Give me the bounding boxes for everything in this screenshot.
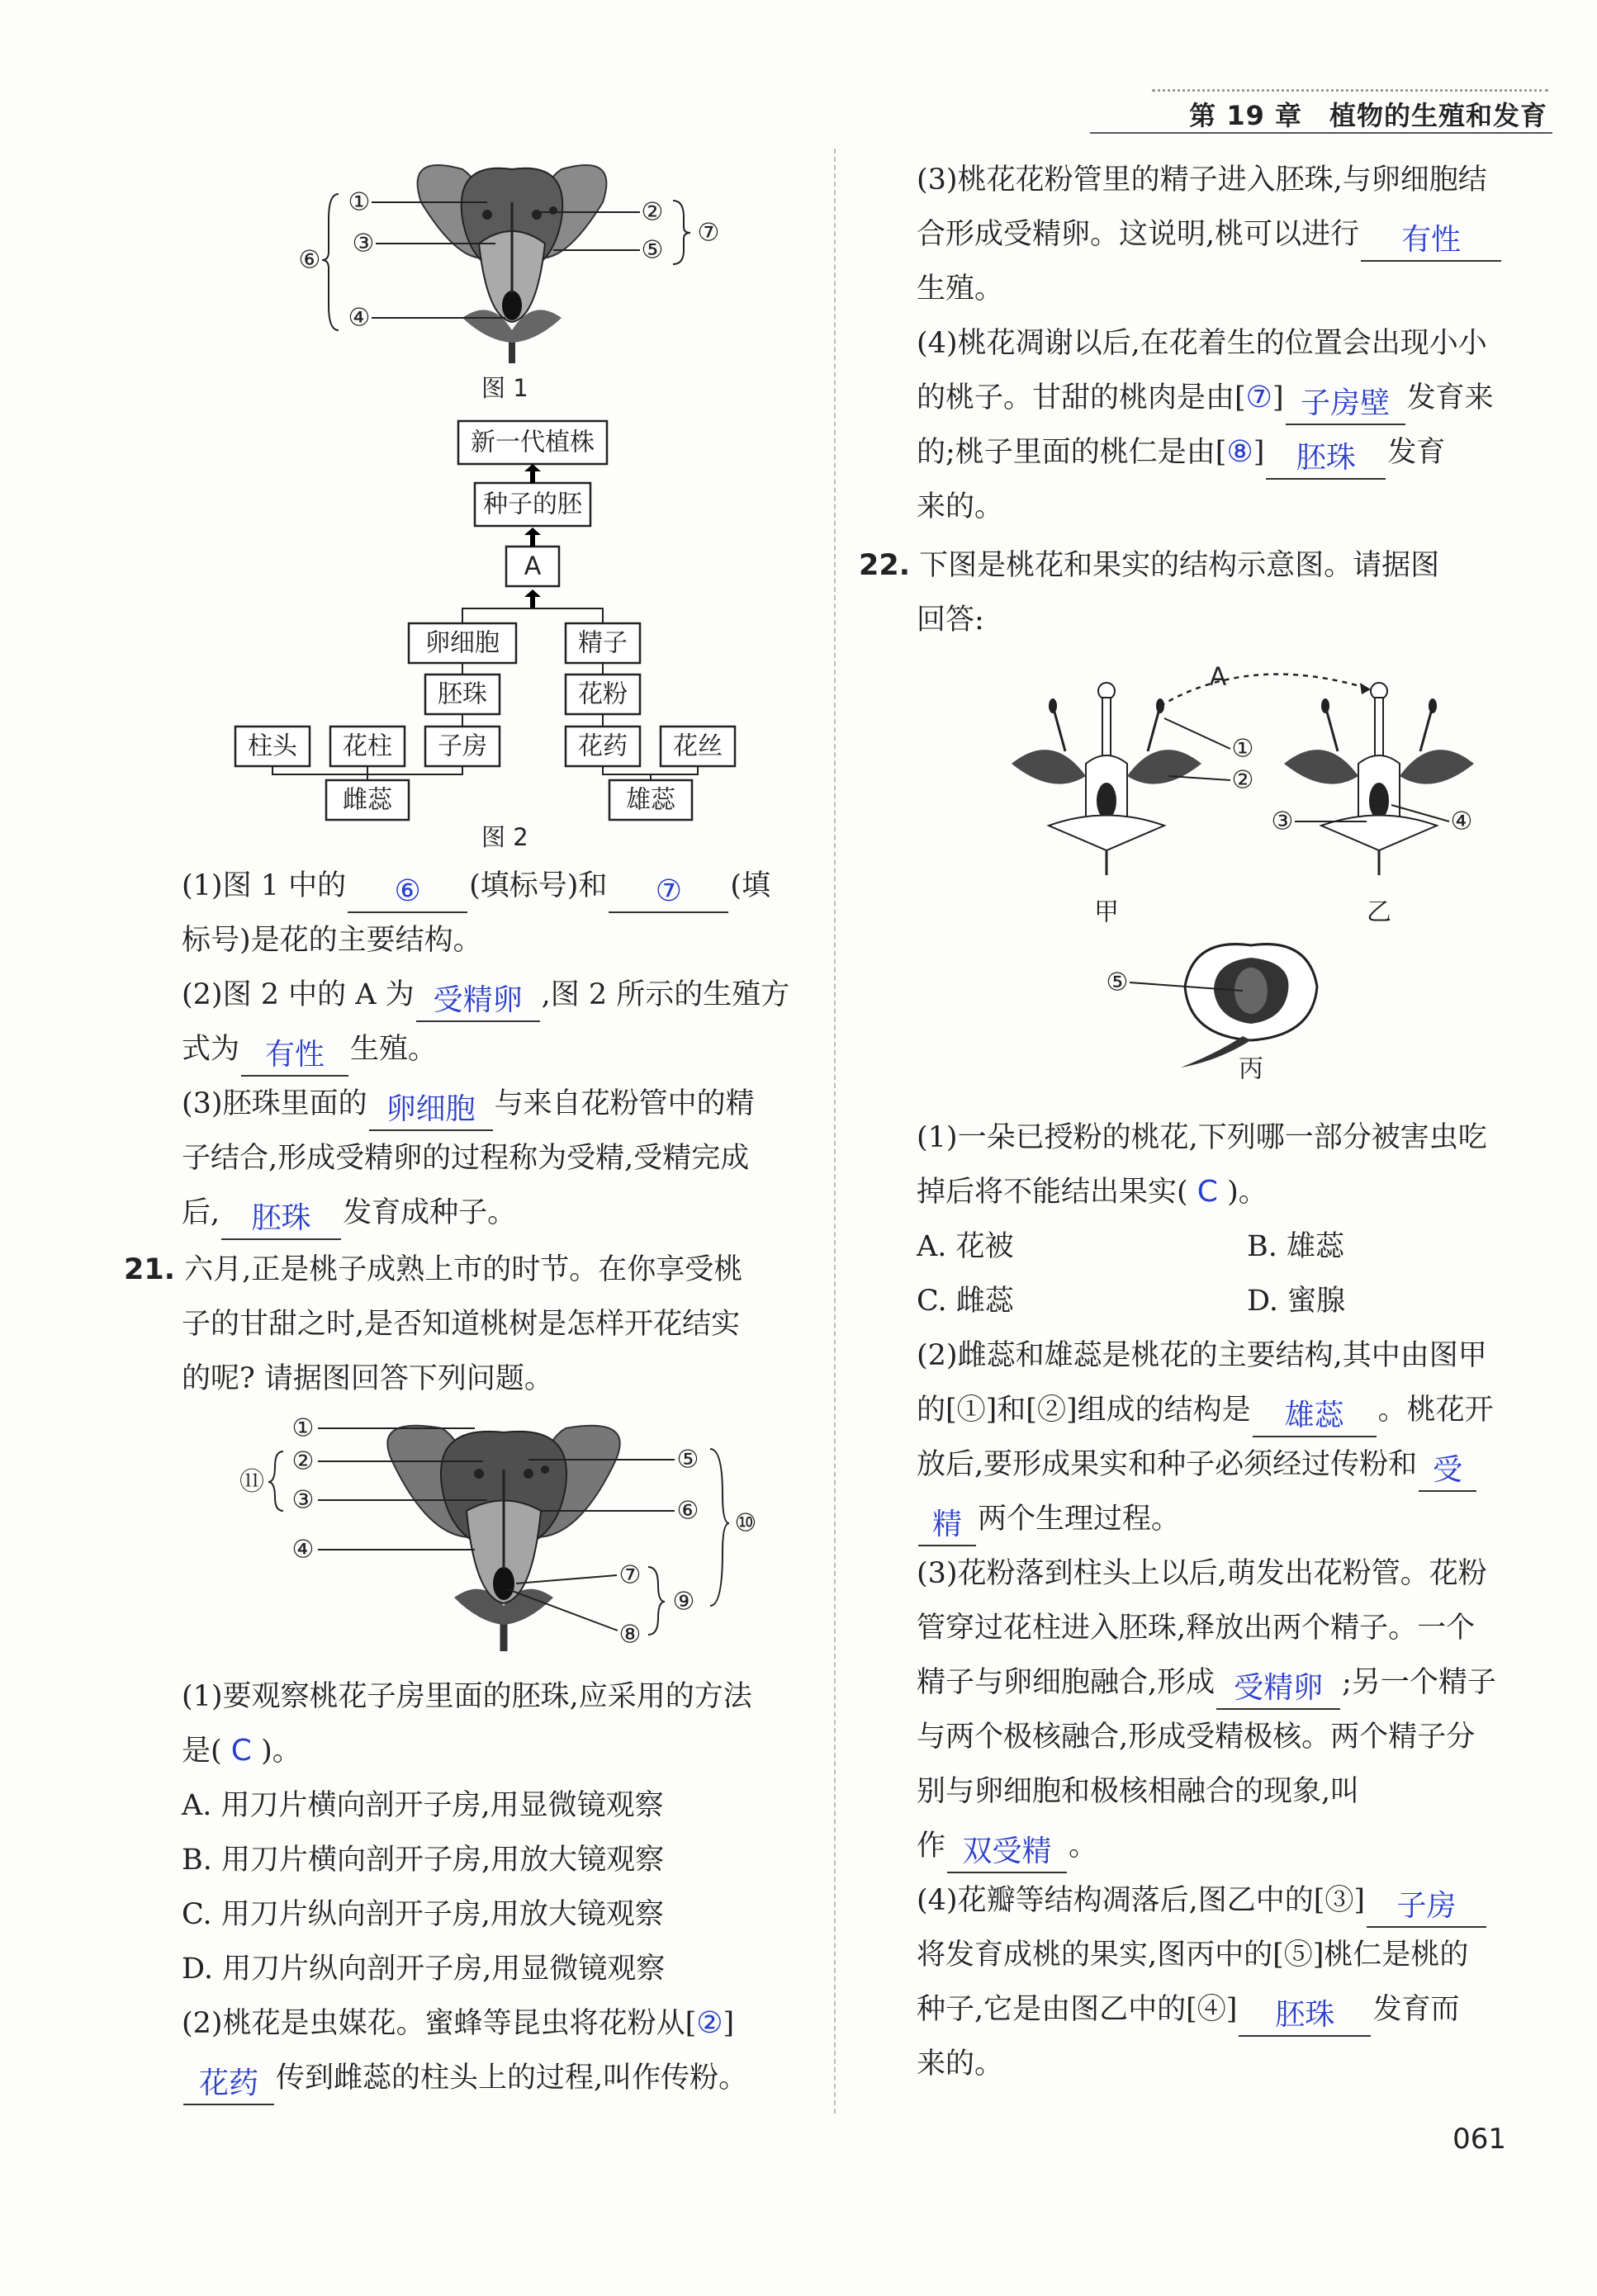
box-style-text: 花柱 xyxy=(343,731,392,761)
q21-stem-2: 子的甘甜之时,是否知道桃树是怎样开花结实 xyxy=(182,1308,741,1341)
answer-q22-2b-part1: 受 xyxy=(1433,1453,1463,1487)
q21-label-5: ⑤ xyxy=(676,1445,699,1475)
answer-q20-2a: 受精卵 xyxy=(433,983,523,1017)
answer-q22-3b: 双受精 xyxy=(962,1834,1052,1868)
figure2-caption: 图 2 xyxy=(481,823,528,851)
q20-part3-end: 后, 胚珠 发育成种子。 xyxy=(182,1186,516,1240)
answer-q20-3a: 卵细胞 xyxy=(386,1092,476,1126)
q22-label-5: ⑤ xyxy=(1106,968,1129,997)
q21-option-c: C. 用刀片纵向剖开子房,用放大镜观察 xyxy=(182,1898,664,1931)
box-pistil-text: 雌蕊 xyxy=(343,785,392,815)
q21-label-2: ② xyxy=(291,1446,315,1476)
q21-part1-cont: 是( C )。 xyxy=(182,1734,301,1768)
q20-part1-cont: 标号)是花的主要结构。 xyxy=(182,924,482,957)
page-number: 061 xyxy=(1452,2123,1506,2156)
q20-part2: (2)图 2 中的 A 为 受精卵 ,图 2 所示的生殖方 xyxy=(182,968,789,1022)
q22-number: 22. xyxy=(859,549,911,582)
q21-part4: (4)桃花凋谢以后,在花着生的位置会出现小小 xyxy=(917,327,1487,360)
header-dotted-rule xyxy=(1152,89,1548,92)
answer-q20-3b: 胚珠 xyxy=(251,1201,311,1235)
answer-q21-4d: 胚珠 xyxy=(1296,441,1356,475)
q22-option-c: C. 雌蕊 xyxy=(917,1285,1014,1318)
answer-q21-2a: ② xyxy=(696,2006,723,2040)
q21-part4-cont: 的桃子。甘甜的桃肉是由[⑦] 子房壁 发育来 xyxy=(917,371,1494,425)
answer-q22-3a: 受精卵 xyxy=(1234,1671,1324,1705)
q21-part4-line3: 的;桃子里面的桃仁是由[⑧] 胚珠 发育 xyxy=(917,425,1445,480)
q22-label-yi: 乙 xyxy=(1367,897,1391,927)
box-pollen-text: 花粉 xyxy=(578,679,628,709)
figure1-flower-diagram xyxy=(289,153,751,376)
box-a-text: A xyxy=(524,552,542,581)
q22-part3-line4: 与两个极核融合,形成受精极核。两个精子分 xyxy=(917,1721,1476,1754)
q21-part3: (3)桃花花粉管里的精子进入胚珠,与卵细胞结 xyxy=(917,163,1487,196)
q20-part3: (3)胚珠里面的 卵细胞 与来自花粉管中的精 xyxy=(182,1077,755,1131)
q21-part2-cont: 花药 传到雌蕊的柱头上的过程,叫作传粉。 xyxy=(182,2051,747,2105)
q21-label-7: ⑦ xyxy=(618,1560,642,1590)
flower-illustration xyxy=(418,165,607,363)
q22-part4: (4)花瓣等结构凋落后,图乙中的[③] 子房 xyxy=(917,1873,1488,1928)
answer-q21-2b: 花药 xyxy=(198,2066,258,2100)
q21-part1: (1)要观察桃花子房里面的胚珠,应采用的方法 xyxy=(182,1680,752,1713)
q22-option-a: A. 花被 xyxy=(917,1230,1014,1263)
q22-part3-line3: 精子与卵细胞融合,形成 受精卵 ;另一个精子 xyxy=(917,1655,1496,1710)
flower-jia xyxy=(1012,683,1201,875)
q22-part3-line2: 管穿过花柱进入胚珠,释放出两个精子。一个 xyxy=(917,1612,1476,1645)
q22-label-2: ② xyxy=(1231,765,1254,795)
q22-option-b: B. 雄蕊 xyxy=(1247,1230,1344,1263)
fig1-label-4: ④ xyxy=(348,303,371,333)
answer-q22-2b-part2: 精 xyxy=(931,1508,962,1541)
q21-label-11: ⑪ xyxy=(239,1467,264,1497)
box-anther-text: 花药 xyxy=(578,731,628,761)
q22-part3-line5: 别与卵细胞和极核相融合的现象,叫 xyxy=(917,1775,1360,1808)
fig1-label-2: ② xyxy=(641,197,664,227)
q22-label-3: ③ xyxy=(1271,807,1294,836)
q21-option-a: A. 用刀片横向剖开子房,用显微镜观察 xyxy=(182,1789,664,1822)
fig1-label-7: ⑦ xyxy=(697,218,720,248)
q20-part2-cont: 式为 有性 生殖。 xyxy=(182,1022,437,1077)
q22-part3-end: 作 双受精 。 xyxy=(917,1819,1097,1873)
answer-q22-4a: 子房 xyxy=(1396,1889,1457,1923)
q22-part4-end: 来的。 xyxy=(917,2047,1004,2081)
q22-part1-cont: 掉后将不能结出果实( C )。 xyxy=(917,1175,1268,1209)
q22-label-jia: 甲 xyxy=(1094,897,1119,927)
q22-part2-cont: 的[①]和[②]组成的结构是 雄蕊 。桃花开 xyxy=(917,1383,1494,1437)
q22-part4-line2: 将发育成桃的果实,图丙中的[⑤]桃仁是桃的 xyxy=(917,1939,1469,1972)
answer-q21-3: 有性 xyxy=(1401,223,1462,257)
q20-part1: (1)图 1 中的 ⑥ (填标号)和 ⑦ (填 xyxy=(182,859,770,913)
q21-label-10: ⑩ xyxy=(734,1508,757,1538)
q22-peach-flower-fruit-diagram xyxy=(1003,662,1499,1086)
fruit-bing xyxy=(1181,944,1317,1068)
q22-option-d: D. 蜜腺 xyxy=(1247,1285,1346,1318)
q22-part1: (1)一朵已授粉的桃花,下列哪一部分被害虫吃 xyxy=(917,1121,1487,1154)
q20-part3-cont: 子结合,形成受精卵的过程称为受精,受精完成 xyxy=(182,1142,750,1175)
q21-part3-cont: 合形成受精卵。这说明,桃可以进行 有性 xyxy=(917,207,1503,262)
answer-q21-4a: ⑦ xyxy=(1245,381,1272,414)
q22-stem-2: 回答: xyxy=(917,604,984,637)
header-rule xyxy=(1090,132,1552,134)
q22-part3: (3)花粉落到柱头上以后,萌发出花粉管。花粉 xyxy=(917,1557,1487,1590)
figure2-flowchart xyxy=(231,417,793,830)
box-sperm-text: 精子 xyxy=(578,628,628,658)
q21-part4-end: 来的。 xyxy=(917,490,1004,523)
fig1-label-6: ⑥ xyxy=(298,245,321,275)
fig1-label-3: ③ xyxy=(352,229,375,258)
box-ovary-text: 子房 xyxy=(438,731,487,761)
answer-q21-1: C xyxy=(230,1734,252,1768)
q21-option-d: D. 用刀片纵向剖开子房,用显微镜观察 xyxy=(182,1953,666,1986)
answer-q21-4c: ⑧ xyxy=(1226,435,1253,469)
answer-q22-1: C xyxy=(1197,1175,1218,1209)
flower-yi xyxy=(1284,683,1474,875)
q21-label-3: ③ xyxy=(291,1485,315,1515)
q21-stem-1: 21. 六月,正是桃子成熟上市的时节。在你享受桃 xyxy=(124,1253,743,1286)
q22-label-1: ① xyxy=(1231,734,1254,764)
answer-q22-4b: 胚珠 xyxy=(1275,1998,1335,2032)
box-embryo-text: 种子的胚 xyxy=(483,490,582,519)
q22-label-4: ④ xyxy=(1450,807,1473,836)
box-stamen-text: 雄蕊 xyxy=(626,785,675,815)
q22-part2: (2)雌蕊和雄蕊是桃花的主要结构,其中由图甲 xyxy=(917,1339,1487,1372)
q22-label-a: A xyxy=(1209,662,1227,692)
q21-stem-3: 的呢? 请据图回答下列问题。 xyxy=(182,1362,553,1395)
q21-peach-flower-diagram xyxy=(235,1412,764,1659)
q21-number: 21. xyxy=(124,1253,176,1286)
answer-q20-1b: ⑦ xyxy=(655,874,683,908)
figure1-caption: 图 1 xyxy=(481,374,528,402)
q22-part4-line3: 种子,它是由图乙中的[④] 胚珠 发育而 xyxy=(917,1982,1459,2037)
box-stigma-text: 柱头 xyxy=(248,731,297,761)
q21-label-9: ⑨ xyxy=(672,1587,695,1617)
answer-q21-4b: 子房壁 xyxy=(1301,386,1391,420)
q21-label-4: ④ xyxy=(291,1535,315,1565)
box-ovule-text: 胚珠 xyxy=(438,679,487,709)
box-egg-text: 卵细胞 xyxy=(425,628,500,658)
q22-part2-line3: 放后,要形成果实和种子必须经过传粉和 受 xyxy=(917,1437,1478,1492)
q22-stem-1: 22. 下图是桃花和果实的结构示意图。请据图 xyxy=(859,549,1440,582)
fig1-label-5: ⑤ xyxy=(641,235,664,265)
answer-q22-2a: 雄蕊 xyxy=(1284,1399,1344,1432)
answer-q20-1a: ⑥ xyxy=(394,874,421,908)
answer-q20-2b: 有性 xyxy=(265,1038,325,1072)
q21-label-1: ① xyxy=(291,1413,315,1443)
fig1-label-1: ① xyxy=(348,187,371,217)
q21-part3-end: 生殖。 xyxy=(917,272,1004,305)
column-divider xyxy=(834,149,836,2114)
q22-label-bing: 丙 xyxy=(1239,1054,1263,1084)
q21-part2: (2)桃花是虫媒花。蜜蜂等昆虫将花粉从[②] xyxy=(182,2006,735,2040)
box-filament-text: 花丝 xyxy=(673,731,723,761)
q21-option-b: B. 用刀片横向剖开子房,用放大镜观察 xyxy=(182,1844,665,1877)
chapter-title: 第 19 章 植物的生殖和发育 xyxy=(1189,100,1547,131)
q22-part2-end: 精 两个生理过程。 xyxy=(917,1492,1180,1546)
q21-label-8: ⑧ xyxy=(618,1620,642,1650)
q21-label-6: ⑥ xyxy=(676,1496,699,1526)
box-new-plant-text: 新一代植株 xyxy=(471,428,595,457)
